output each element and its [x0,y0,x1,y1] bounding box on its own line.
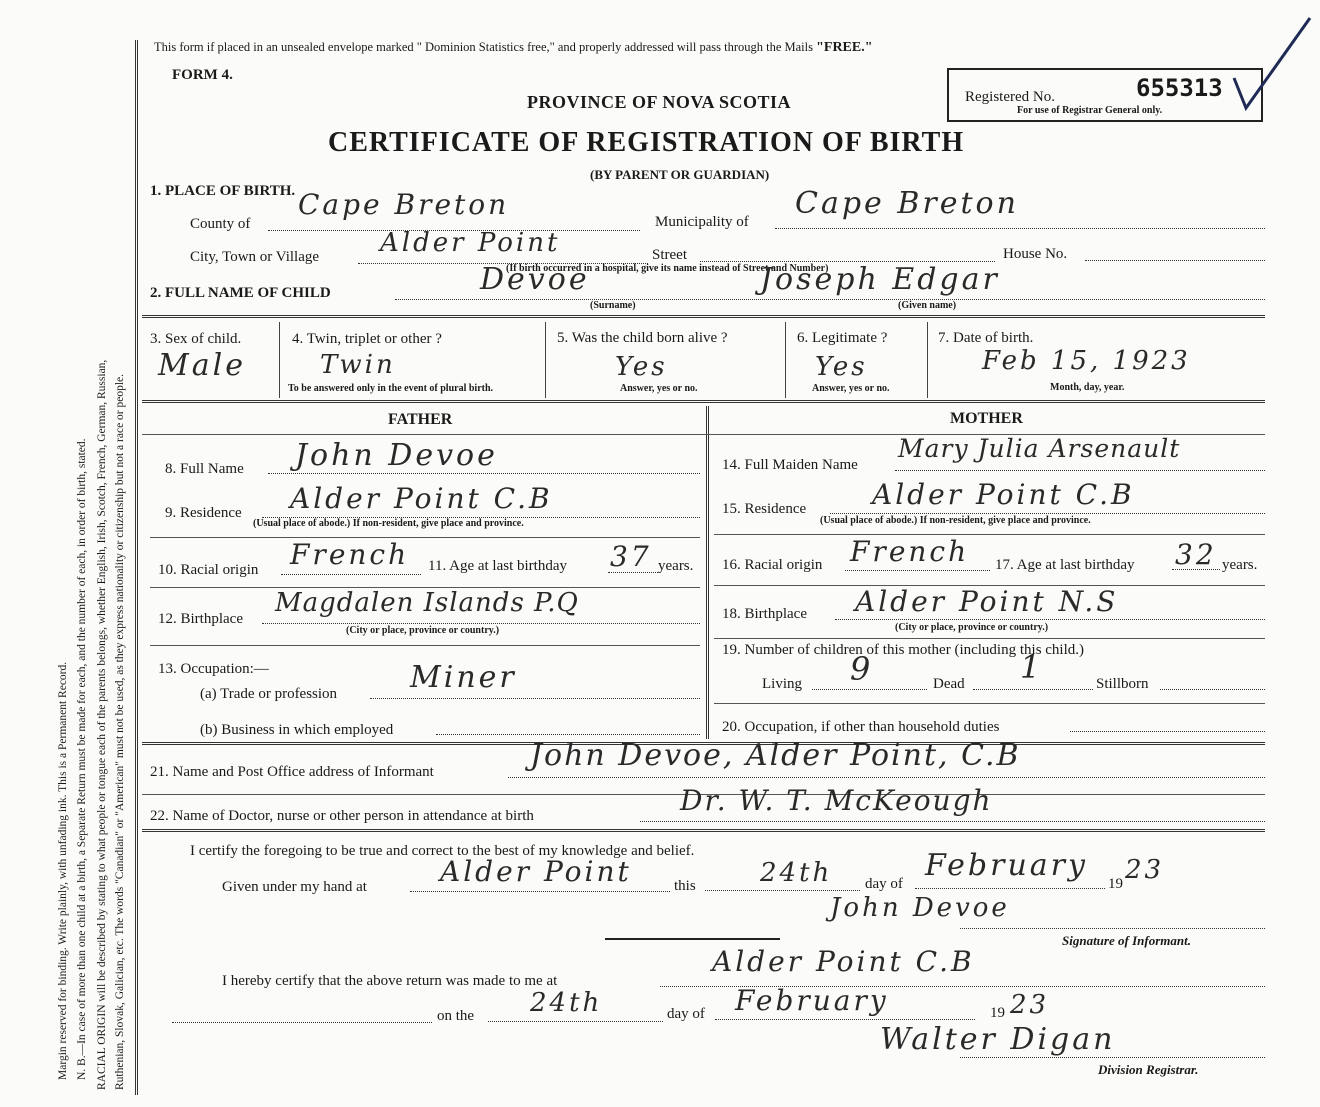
mother-residence-value: Alder Point C.B [872,478,1135,511]
trade-label: (a) Trade or profession [200,686,338,702]
registered-number-value: 655313 [1136,74,1223,102]
stillborn-label: Stillborn [1096,676,1149,692]
postal-free: "FREE." [816,40,873,55]
margin-note-binding: Margin reserved for binding. Write plainly, with unfading ink. This is a Permanent Record. [57,661,69,1080]
twin-value: Twin [320,350,396,380]
twin-note: To be answered only in the event of plural birth. [288,383,494,394]
mother-name-value: Mary Julia Arsenault [898,434,1181,463]
registrar-statement: I hereby certify that the above return was made to me at [222,973,558,989]
surname-note: (Surname) [590,300,636,311]
city-value: Alder Point [380,228,561,258]
given-under-label: Given under my hand at [222,879,367,895]
legitimate-note: Answer, yes or no. [812,383,890,394]
living-label: Living [762,676,802,692]
mother-age-value: 32 [1175,538,1217,571]
father-birthplace-note: (City or place, province or country.) [346,625,500,636]
father-age-unit: years. [658,558,694,574]
county-label: County of [190,216,251,232]
doctor-value: Dr. W. T. McKeough [680,784,993,817]
municipality-label: Municipality of [655,214,749,230]
given-day-of-label: day of [865,876,903,892]
alive-value: Yes [615,352,668,382]
informant-label: 21. Name and Post Office address of Informant [150,764,434,780]
alive-note: Answer, yes or no. [620,383,698,394]
informant-signature-label: Signature of Informant. [1062,933,1191,948]
given-year-prefix: 19 [1108,876,1123,892]
father-name-label: 8. Full Name [165,461,244,477]
given-place-value: Alder Point [440,855,632,888]
city-label: City, Town or Village [190,249,320,265]
registered-number-label: Registered No. [965,89,1055,105]
registrar-signature: Walter Digan [880,1022,1116,1057]
given-day-value: 24th [760,858,833,888]
registered-number-box [947,68,1263,122]
mother-birthplace-value: Alder Point N.S [855,585,1119,618]
business-label: (b) Business in which employed [200,722,394,738]
check-mark [1230,10,1315,120]
father-birthplace-label: 12. Birthplace [158,611,243,627]
father-age-value: 37 [610,540,652,573]
margin-note-racial-origin-2: Ruthenian, Slovak, Galician, etc. The words "Canadian" or "American" must not be used, as they express nationality or citizenship but not a race or people. [114,373,126,1090]
registrar-year-prefix: 19 [990,1005,1005,1021]
hospital-note: (If birth occurred in a hospital, give its name instead of Street and Number) [506,263,829,274]
father-residence-label: 9. Residence [165,505,242,521]
mother-heading: MOTHER [950,410,1023,427]
father-racial-origin-value: French [290,538,410,571]
given-month-value: February [925,848,1088,883]
mother-birthplace-note: (City or place, province or country.) [895,622,1049,633]
margin-rule [135,40,138,1095]
informant-signature: John Devoe [830,893,1010,923]
legitimate-value: Yes [815,352,868,382]
sex-label: 3. Sex of child. [150,331,242,347]
informant-value: John Devoe, Alder Point, C.B [530,738,1021,773]
mother-name-label: 14. Full Maiden Name [722,457,858,473]
margin-note-racial-origin-1: RACIAL ORIGIN will be described by stating to what people or tongue each of the parents belongs, whether English, Irish, Scotch, French, German, Russian, [96,359,108,1090]
certificate-subtitle: (BY PARENT OR GUARDIAN) [590,167,770,182]
form-number: FORM 4. [172,67,233,83]
mother-racial-origin-value: French [850,535,970,568]
registrar-year-value: 23 [1010,990,1050,1020]
given-year-value: 23 [1125,855,1165,885]
mother-racial-origin-label: 16. Racial origin [722,557,823,573]
house-no-label: House No. [1003,246,1068,262]
this-label: this [674,878,696,894]
registered-number-note: For use of Registrar General only. [1017,105,1163,116]
dob-note: Month, day, year. [1050,382,1125,393]
mother-residence-label: 15. Residence [722,501,807,517]
alive-label: 5. Was the child born alive ? [557,330,728,346]
certify-statement: I certify the foregoing to be true and correct to the best of my knowledge and belief. [190,843,695,859]
child-surname-value: Devoe [480,262,590,297]
mother-age-label: 17. Age at last birthday [995,557,1135,573]
registrar-day-value: 24th [530,988,603,1018]
trade-value: Miner [410,660,517,695]
margin-note-plural-birth: N. B.—In case of more than one child at a birth, a Separate Return must be made for each, and the number of each, in order of birth, stated. [76,438,88,1080]
mother-occupation-label: 20. Occupation, if other than household duties [722,719,1000,735]
sex-value: Male [158,348,246,383]
dob-value: Feb 15, 1923 [982,346,1191,376]
dead-label: Dead [933,676,965,692]
certificate-title: CERTIFICATE OF REGISTRATION OF BIRTH [328,127,965,158]
registrar-place-value: Alder Point C.B [712,945,975,978]
mother-birthplace-label: 18. Birthplace [722,606,807,622]
father-birthplace-value: Magdalen Islands P.Q [275,588,579,618]
father-name-value: John Devoe [295,438,498,473]
children-count-label: 19. Number of children of this mother (including this child.) [722,642,1085,658]
father-residence-note: (Usual place of abode.) If non-resident, give place and province. [253,518,524,529]
postal-note [154,40,873,56]
on-the-label: on the [437,1008,475,1024]
mother-residence-note: (Usual place of abode.) If non-resident, give place and province. [820,515,1091,526]
doctor-label: 22. Name of Doctor, nurse or other person in attendance at birth [150,808,534,824]
twin-label: 4. Twin, triplet or other ? [292,331,442,347]
registrar-month-value: February [735,984,889,1017]
father-occupation-label: 13. Occupation:— [158,661,269,677]
municipality-value: Cape Breton [795,186,1019,221]
father-age-label: 11. Age at last birthday [428,558,567,574]
given-name-note: (Given name) [898,300,957,311]
dob-label: 7. Date of birth. [938,330,1034,346]
registrar-signature-label: Division Registrar. [1098,1062,1199,1077]
legitimate-label: 6. Legitimate ? [797,330,888,346]
county-value: Cape Breton [298,188,510,221]
registrar-day-of-label: day of [667,1006,705,1022]
postal-note-text: This form if placed in an unsealed envelope marked " Dominion Statistics free," and properly addressed will pass through the Mails [154,40,813,54]
mother-age-unit: years. [1222,557,1258,573]
child-name-label: 2. FULL NAME OF CHILD [150,285,331,301]
father-residence-value: Alder Point C.B [290,482,553,515]
child-given-name-value: Joseph Edgar [760,262,1000,297]
father-racial-origin-label: 10. Racial origin [158,562,259,578]
place-of-birth-label: 1. PLACE OF BIRTH. [150,183,296,199]
street-label: Street [652,247,687,263]
father-heading: FATHER [388,411,453,428]
living-value: 9 [850,650,874,688]
province-title: PROVINCE OF NOVA SCOTIA [527,92,792,112]
dead-value: 1 [1020,648,1044,686]
